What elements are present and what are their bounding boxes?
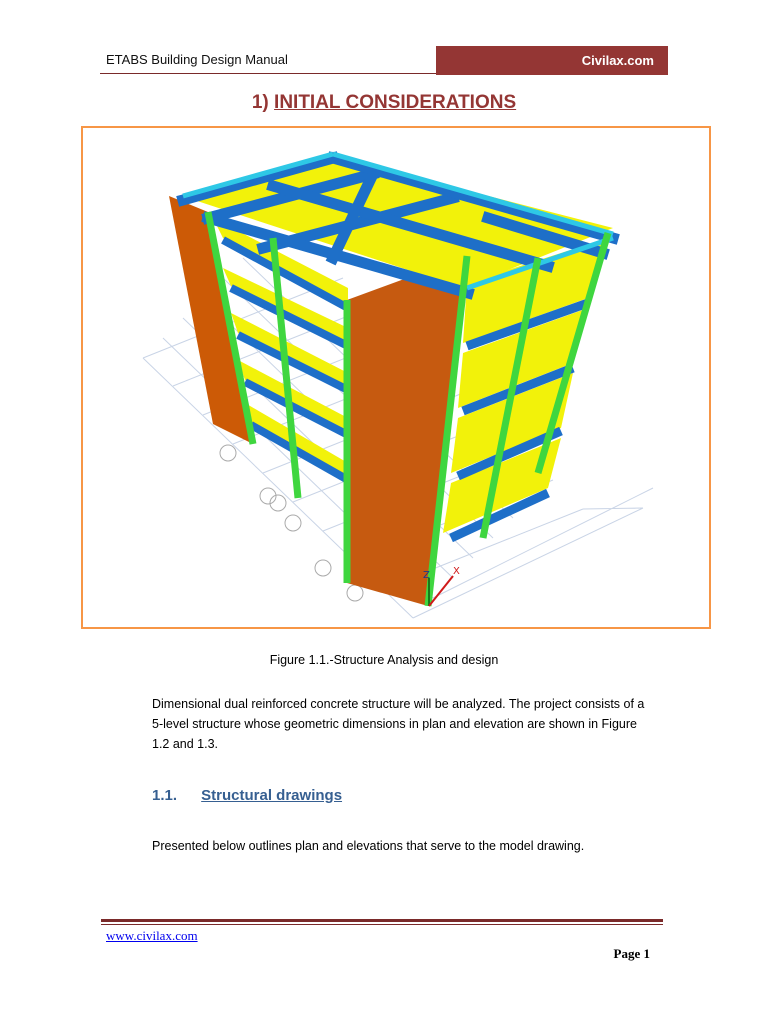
chapter-title	[0, 92, 768, 114]
axis-x-label: X	[453, 566, 460, 577]
header-brand-text: Civilax.com	[581, 53, 654, 68]
footer-website-link[interactable]: www.civilax.com	[106, 928, 198, 943]
structure-3d-model	[83, 128, 709, 627]
chapter-number: 1)	[251, 92, 269, 113]
header-title: ETABS Building Design Manual	[106, 52, 288, 67]
axis-indicator	[423, 566, 460, 606]
figure-caption: Figure 1.1.-Structure Analysis and design	[269, 653, 499, 667]
header-brand-banner	[436, 46, 668, 75]
header-rule	[100, 73, 436, 74]
axis-z-label: Z	[423, 570, 430, 581]
section-heading	[152, 787, 342, 804]
body-paragraph-2: Presented below outlines plan and elevations that serve to the model drawing.	[152, 839, 585, 853]
section-title: Structural drawings	[201, 787, 343, 804]
chapter-title-text: INITIAL CONSIDERATIONS	[274, 92, 517, 113]
figure-frame	[81, 126, 711, 629]
footer-rule-thin	[101, 924, 663, 925]
section-number: 1.1.	[152, 787, 178, 804]
footer-rule-thick	[101, 919, 663, 922]
body-paragraph-1: Dimensional dual reinforced concrete structure will be analyzed. The project consists of a 5-level structure whose geometric dimensions in plan and elevation are shown in Figure 1.2 and 1.3.	[152, 697, 645, 751]
footer-page-number: Page 1	[613, 946, 650, 961]
